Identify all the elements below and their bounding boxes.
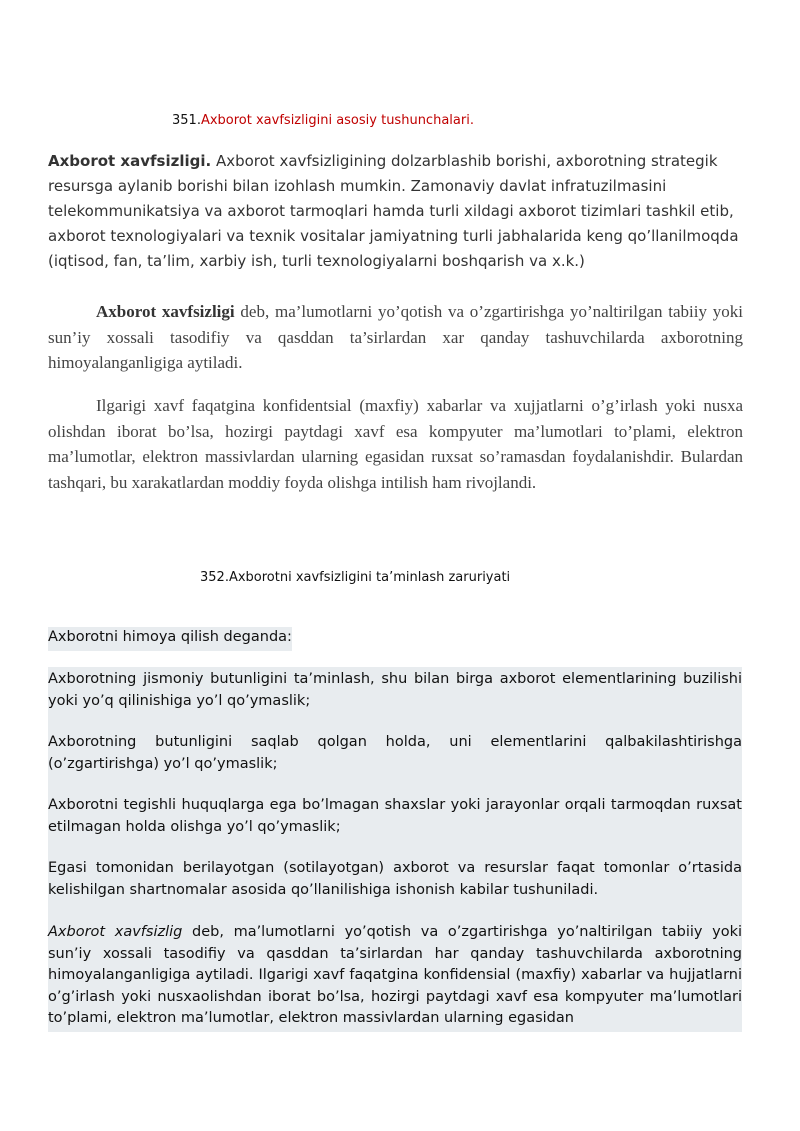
list-item: Axborotning jismoniy butunligini ta’minlash, shu bilan birga axborot elementlarining buzilishi yoki yo’q qilinishiga yo’l qo’ymaslik; (48, 671, 742, 709)
definition-text: deb, ma’lumotlarni yo’qotish va o’zgartirishga yo’naltirilgan tabiiy yoki sun’iy xossali tasodifiy va qasddan ta’sirlardan xar qanday tashuvchilarda axborotning himoyalanganligiga aytiladi. (48, 302, 743, 372)
section-heading-352: 352.Axborotni xavfsizligini ta’minlash zaruriyati (200, 570, 511, 585)
final-term: Axborot xavfsizlig (48, 924, 183, 940)
heading-number: 351. (172, 113, 201, 128)
protection-lead: Axborotni himoya qilish deganda: (48, 627, 292, 651)
list-item: Axborotning butunligini saqlab qolgan holda, uni elementlarini qalbakilashtirishga (o’zgartirishga) yo’l qo’ymaslik; (48, 734, 742, 772)
intro-paragraph (48, 149, 748, 274)
section-heading-351 (172, 113, 474, 128)
definition-paragraph (48, 299, 743, 376)
final-definition-paragraph (48, 922, 742, 1030)
list-item: Egasi tomonidan berilayotgan (sotilayotgan) axborot va resurslar faqat tomonlar o’rtasida kelishilgan shartnomalar asosida qo’llanilishiga ishonish kabilar tushuniladi. (48, 860, 742, 898)
definition-term: Axborot xavfsizligi (96, 302, 235, 321)
intro-term: Axborot xavfsizligi. (48, 152, 212, 170)
heading-text: Axborot xavfsizligini asosiy tushunchalari. (200, 113, 474, 128)
intro-text: Axborot xavfsizligining dolzarblashib borishi, axborotning strategik resursga aylanib borishi bilan izohlash mumkin. Zamonaviy davlat infratuzilmasini telekommunikatsiya va axborot tarmoqlari hamda turli xildagi axborot tizimlari tashkil etib, axborot texnologiyalari va texnik vositalar jamiyatning turli jabhalarida keng qo’llanilmoqda (iqtisod, fan, ta’lim, xarbiy ish, turli texnologiyalarni boshqarish va x.k.) (48, 152, 739, 270)
final-text: deb, ma’lumotlarni yo’qotish va o’zgartirishga yo’naltirilgan tabiiy yoki sun’iy xossali tasodifiy va qasddan ta’sirlardan har qanday tashuvchilarda axborotning himoyalanganligiga aytiladi. Ilgarigi xavf faqatgina konfidensial (maxfiy) xabarlar va hujjatlarni o’g’irlash yoki nusxaolishdan iborat bo’lsa, hozirgi paytdagi xavf esa kompyuter ma’lumotlari to’plami, elektron ma’lumotlar, elektron massivlardan ularning egasidan (48, 924, 742, 1026)
list-item: Axborotni tegishli huquqlarga ega bo’lmagan shaxslar yoki jarayonlar orqali tarmoqdan ruxsat etilmagan holda olishga yo’l qo’ymaslik; (48, 797, 742, 835)
threat-paragraph: Ilgarigi xavf faqatgina konfidentsial (maxfiy) xabarlar va xujjatlarni o’g’irlash yoki nusxa olishdan iborat bo’lsa, hozirgi paytdagi xavf esa kompyuter ma’lumotlari to’plami, elektron ma’lumotlar, elektron massivlardan ularning egasidan ruxsat so’ramasdan foydalanishdir. Bulardan tashqari, bu xarakatlardan moddiy foyda olishga intilish ham rivojlandi. (48, 396, 743, 492)
